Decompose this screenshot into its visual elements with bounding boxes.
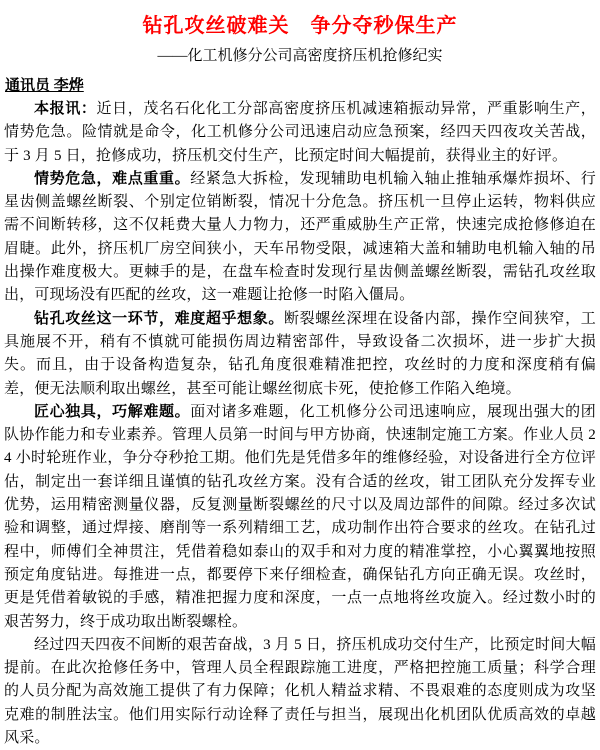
page-title: 钻孔攻丝破难关 争分夺秒保生产 (142, 15, 458, 37)
paragraph-text: 近日，茂名石化化工分部高密度挤压机减速箱振动异常，严重影响生产，情势危急。险情就是命令，化工机修分公司迅速启动应急预案，经四天四夜攻关苦战，于 3 月 5 日，抢修成功，挤压机交付生产，比预定时间大幅提前，获得业主的好评。 (4, 101, 596, 164)
article-body (4, 98, 596, 750)
article-paragraph (4, 168, 596, 308)
paragraph-lead: 匠心独具，巧解难题。 (34, 403, 191, 420)
paragraph-lead: 钻孔攻丝这一环节，难度超乎想象。 (34, 310, 284, 327)
paragraph-text: 经紧急大拆检，发现辅助电机输入轴止推轴承爆炸损坏、行星齿侧盖螺丝断裂、个别定位销断裂，情况十分危急。挤压机一旦停止运转，物料供应需不间断转移，这不仅耗费大量人力物力，还严重威胁生产正常，快速完成抢修修迫在眉睫。此外，挤压机厂房空间狭小，天车吊物受限，减速箱大盖和辅助电机输入轴的吊出操作难度极大。更棘手的是，在盘车检查时发现行星齿侧盖螺丝断裂，需钻孔攻丝取出，可现场没有匹配的丝攻，这一难题让抢修一时陷入僵局。 (4, 170, 596, 304)
paragraph-text: 面对诸多难题，化工机修分公司迅速响应，展现出强大的团队协作能力和专业素养。管理人员第一时间与甲方协商，快速制定施工方案。作业人员 24 小时轮班作业，争分夺秒抢工期。他们先是凭借多年的维修经验，对设备进行全方位评估，制定出一套详细且谨慎的钻孔攻丝方案。没有合适的丝攻，钳工团队充分发挥专业优势，运用精密测量仪器，反复测量断裂螺丝的尺寸以及周边部件的间隙。经过多次试验和调整，通过焊接、磨削等一系列精细工艺，成功制作出符合要求的丝攻。在钻孔过程中，师傅们全神贯注，凭借着稳如泰山的双手和对力度的精准掌控，小心翼翼地按照预定角度钻进。每推进一点，都要停下来仔细检查，确保钻孔方向正确无误。攻丝时，更是凭借着敏锐的手感，精准把握力度和深度，一点一点地将丝攻旋入。经过数小时的艰苦努力，终于成功取出断裂螺栓。 (4, 403, 596, 630)
article-paragraph (4, 308, 596, 401)
byline: 通讯员 李烨 (5, 78, 84, 94)
paragraph-lead: 本报讯： (34, 101, 97, 117)
article-paragraph (4, 634, 596, 750)
page-subtitle: ——化工机修分公司高密度挤压机抢修纪实 (157, 48, 443, 64)
article-paragraph (4, 401, 596, 634)
paragraph-lead: 情势危急，难点重重。 (34, 170, 191, 187)
paragraph-text: 断裂螺丝深埋在设备内部，操作空间狭窄，工具施展不开，稍有不慎就可能损伤周边精密部件，导致设备二次损坏，进一步扩大损失。而且，由于设备构造复杂，钻孔角度很难精准把控，攻丝时的力度和深度稍有偏差，便无法顺利取出螺丝，甚至可能让螺丝彻底卡死，使抢修工作陷入绝境。 (4, 310, 596, 397)
paragraph-text: 经过四天四夜不间断的艰苦奋战，3 月 5 日，挤压机成功交付生产，比预定时间大幅提前。在此次抢修任务中，管理人员全程跟踪施工进度，严格把控施工质量；科学合理的人员分配为高效施工提供了有力保障；化机人精益求精、不畏艰难的态度则成为攻坚克难的制胜法宝。他们用实际行动诠释了责任与担当，展现出化机团队优质高效的卓越风采。 (4, 636, 596, 747)
article-paragraph (4, 98, 596, 168)
